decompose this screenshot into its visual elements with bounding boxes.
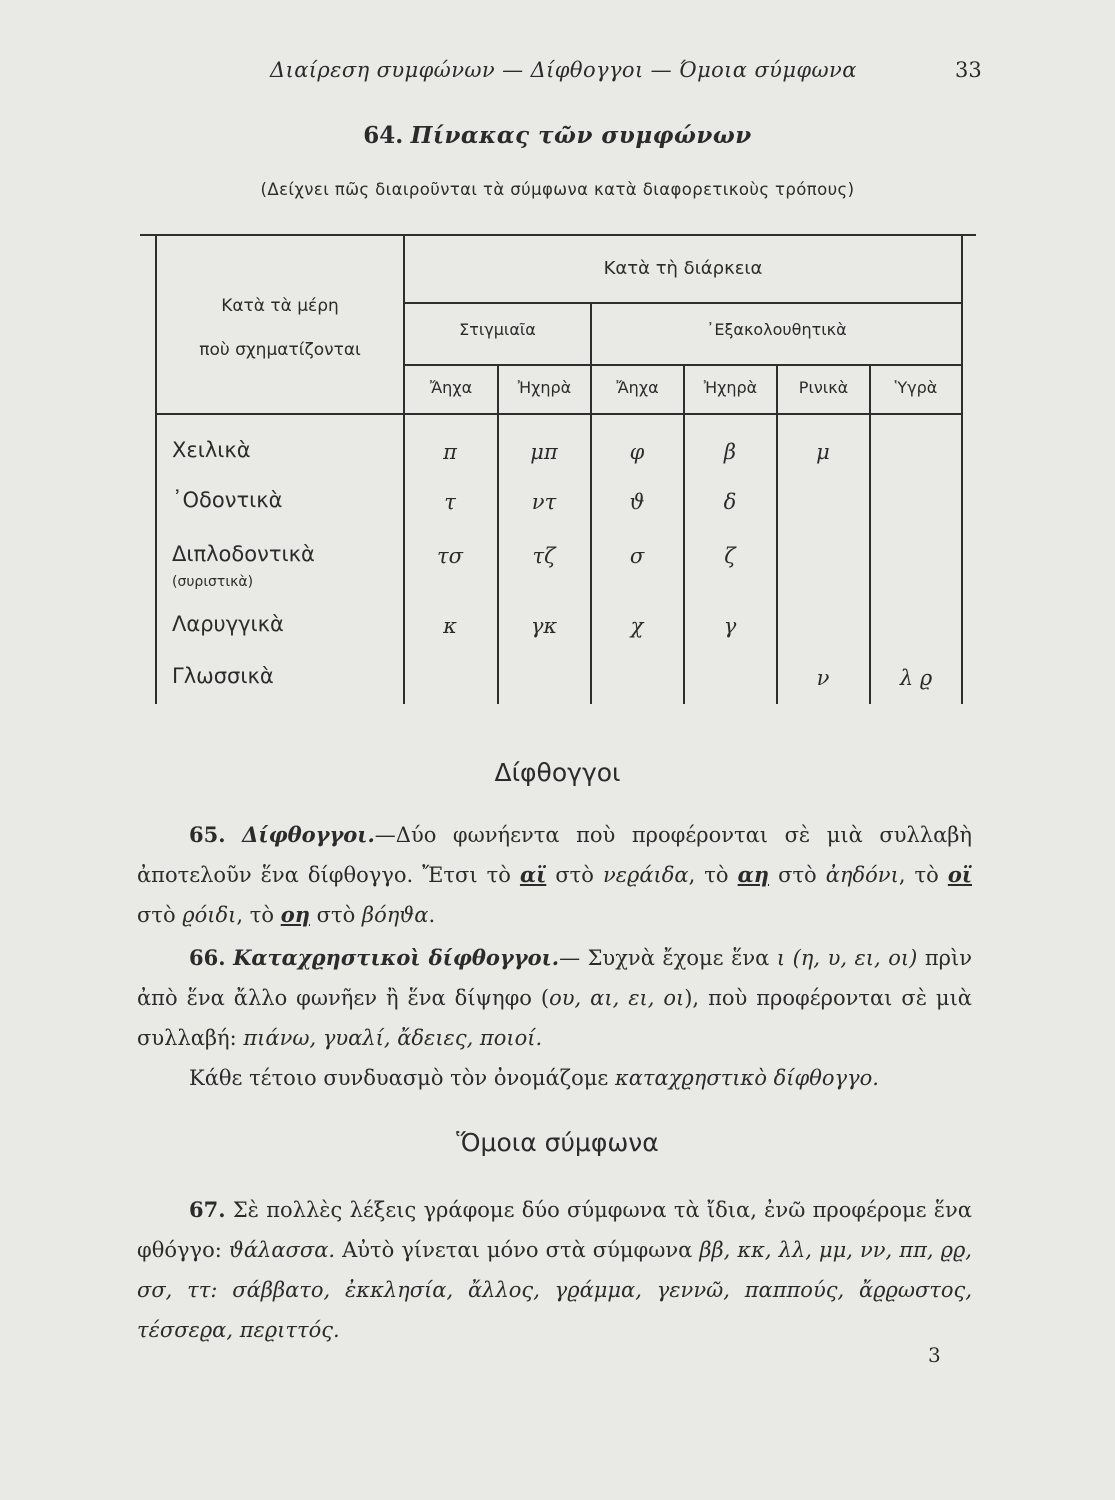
table-subtitle: (Δείχνει πῶς διαιροῦνται τὰ σύμφωνα κατὰ διαφορετικοὺς τρόπους) [260, 180, 855, 199]
table-cell: τζ [532, 544, 556, 568]
col-rule [683, 364, 685, 704]
example-diphthong: αϊ [519, 862, 547, 887]
table-cell: β [723, 440, 737, 464]
paragraph-text: πρὶν ἀπὸ ἕνα ἄλλο φωνῆεν ἢ ἕνα δίψηφο ( [137, 946, 973, 1010]
column-header: Ἄηχα [429, 378, 473, 397]
table-cell: γ [723, 614, 737, 638]
table-cell: π [443, 440, 457, 464]
table-cell: χ [630, 614, 644, 638]
table-cell: ϑ [629, 490, 645, 514]
group-header-rule [403, 302, 963, 304]
paragraph-67 [137, 1190, 972, 1350]
table-cell: ζ [724, 544, 736, 568]
paragraph-title: Καταχϱηστικοὶ δίφθογγοι. [233, 945, 560, 970]
page-number: 33 [955, 58, 982, 82]
table-top-rule [140, 234, 976, 236]
example-letters: ου, αι, ει, οι [549, 986, 685, 1010]
example-diphthong: οϊ [947, 862, 973, 887]
column-header: Ἠχηρὰ [517, 378, 572, 397]
row-label: Λαρυγγικὰ [172, 612, 284, 636]
row-sublabel: (συριστικὰ) [172, 574, 254, 590]
row-header-line2: ποὺ σχηματίζονται [199, 340, 361, 360]
group-header: Κατὰ τὴ διάρκεια [603, 258, 763, 279]
paragraph-text: στὸ [769, 863, 826, 887]
example-word: βόηϑα [361, 903, 429, 927]
header-bottom-rule [155, 413, 963, 415]
paragraph-text: στὸ [546, 863, 603, 887]
column-header: Ἄηχα [616, 378, 659, 397]
paragraph-text: Αὐτὸ γίνεται μόνο στὰ σύμφωνα [335, 1238, 700, 1262]
paragraph-65 [137, 815, 972, 935]
example-letters: ι (η, υ, ει, οι) [776, 946, 918, 970]
table-cell: κ [443, 614, 457, 638]
table-cell: ντ [531, 490, 557, 514]
paragraph-text: ), ποὺ προφέρονται σὲ μιὰ συλλαβή: [137, 986, 972, 1050]
example-diphthong: οη [280, 902, 310, 927]
paragraph-text: — Συχνὰ ἔχομε ἕνα [559, 946, 777, 970]
table-cell: δ [723, 490, 737, 514]
paragraph-text: Κάθε τέτοιο συνδυασμὸ τὸν ὀνομάζομε [189, 1066, 615, 1090]
column-header: Ὑγρὰ [894, 378, 938, 397]
table-cell: φ [629, 440, 645, 464]
paragraph-number: 67. [189, 1197, 226, 1222]
row-label: ᾿Οδοντικὰ [172, 488, 283, 512]
paragraph-number: 65. [189, 822, 226, 847]
example-word: ϱόιδι [182, 903, 237, 927]
table-cell: τ [444, 490, 456, 514]
paragraph-66 [137, 938, 972, 1098]
row-header-line1: Κατὰ τὰ μέρη [221, 296, 339, 316]
table-cell: μπ [530, 440, 558, 464]
paragraph-text: στὸ [137, 903, 183, 927]
paragraph-number: 66. [189, 945, 226, 970]
consonant-table [0, 0, 1115, 720]
paragraph-text: στὸ [309, 903, 362, 927]
example-diphthong: αη [737, 862, 770, 887]
table-heading-number: 64. [363, 122, 404, 149]
example-word: ἀηδόνι [825, 863, 899, 887]
section-heading-diphthongs: Δίφθογγοι [494, 758, 621, 787]
table-right-rule [961, 234, 963, 704]
section-heading-similar-consonants: Ὅμοια σύμφωνα [456, 1128, 659, 1157]
paragraph-title: Δίφθογγοι. [242, 822, 375, 847]
table-cell: τσ [437, 544, 463, 568]
table-cell: σ [629, 544, 645, 568]
signature-number: 3 [928, 1343, 941, 1367]
example-word: ϑάλασσα. [228, 1238, 336, 1262]
paragraph-text: , τὸ [688, 863, 738, 887]
paragraph-text: . [428, 903, 436, 927]
example-word: νεϱάιδα [602, 863, 689, 887]
example-words: πιάνω, γυαλί, ἄδειες, ποιοί. [243, 1026, 543, 1050]
table-cell: μ [816, 440, 830, 464]
running-head-title: Διαίρεση συμφώνων — Δίφθογγοι — Όμοια σύμφωνα [270, 58, 857, 82]
example-term: καταχϱηστικὸ δίφθογγο. [614, 1066, 879, 1090]
row-label: Διπλοδοντικὰ [172, 542, 315, 566]
col-rule [497, 364, 499, 704]
paragraph-text: , τὸ [898, 863, 948, 887]
column-header: Ἠχηρὰ [703, 378, 758, 397]
table-cell: ν [816, 666, 830, 690]
example-words: ββ, κκ, λλ, μμ, νν, ππ, ϱϱ, σσ, ττ: σάββατο, ἐκκλησία, ἄλλος, γϱάμμα, γεννῶ, παππούς, ἄϱϱωστος, τέσσεϱα, πεϱιττός. [137, 1238, 972, 1342]
table-heading-title: Πίνακας τῶν συμφώνων [410, 122, 752, 149]
table-cell: γκ [530, 614, 558, 638]
paragraph-text: Σὲ πολλὲς λέξεις γράφομε δύο σύμφωνα τὰ ἴδια, ἐνῶ προφέρομε ἕνα φθόγγο: [137, 1198, 972, 1262]
paragraph-text: , τὸ [236, 903, 281, 927]
row-label: Γλωσσικὰ [172, 664, 274, 688]
paragraph-text: —Δύο φωνήεντα ποὺ προφέρονται σὲ μιὰ συλλαβὴ ἀποτελοῦν ἕνα δίφθογγο. Ἔτσι τὸ [137, 823, 972, 887]
col-rule [776, 364, 778, 704]
sub-header-momentary: Στιγμιαῖα [459, 320, 536, 339]
column-header: Ρινικὰ [798, 378, 849, 397]
sub-header-continuous: ᾿Εξακολουθητικὰ [706, 320, 847, 339]
row-label: Χειλικὰ [172, 438, 251, 462]
table-cell: λ ϱ [899, 666, 933, 690]
col-rule [869, 364, 871, 704]
